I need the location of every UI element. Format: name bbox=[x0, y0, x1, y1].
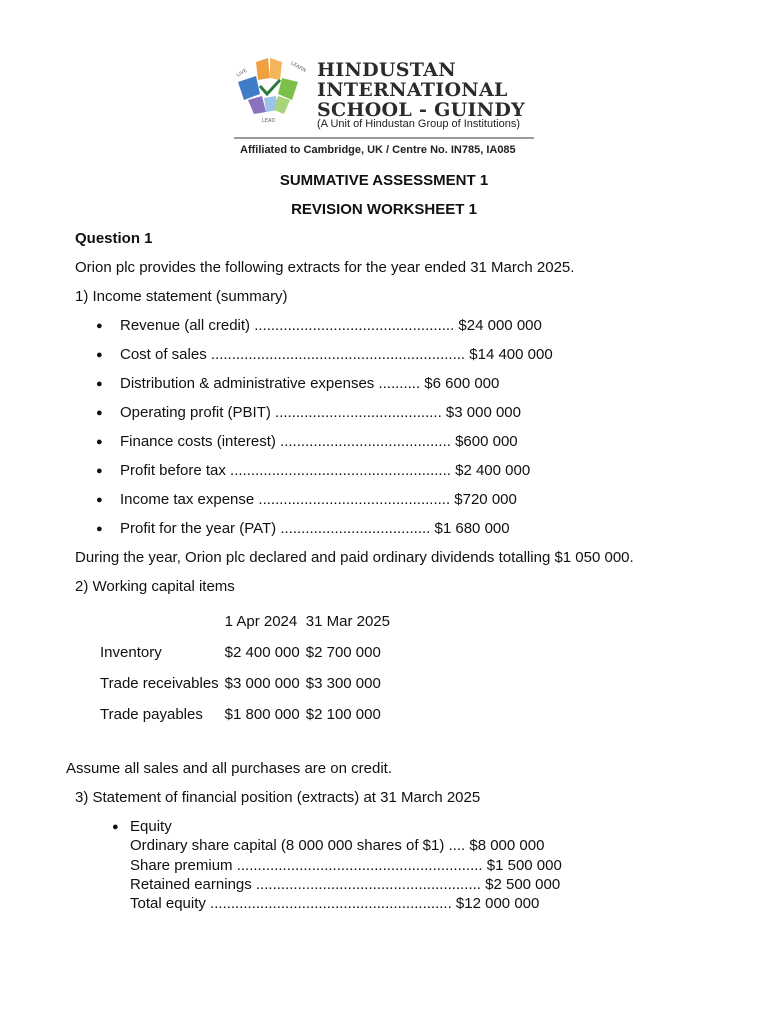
list-item: Cost of sales ............................................................. $14 400 000 bbox=[120, 346, 553, 363]
list-item: Revenue (all credit) ................................................ $24 000 000 bbox=[120, 317, 542, 334]
emblem-orange-tile-2 bbox=[270, 58, 282, 80]
section2-heading: 2) Working capital items bbox=[75, 578, 235, 595]
table-cell: Trade payables bbox=[100, 706, 203, 723]
list-item: Share premium ........................................................... $1 500 000 bbox=[130, 857, 562, 874]
table-header-cell bbox=[97, 606, 222, 637]
table-cell: $3 300 000 bbox=[305, 675, 381, 692]
table-cell: $3 000 000 bbox=[224, 675, 300, 692]
dividends-note: During the year, Orion plc declared and paid ordinary dividends totalling $1 050 000. bbox=[75, 549, 634, 566]
list-item: Retained earnings ...................................................... $2 500 000 bbox=[130, 876, 561, 893]
list-item: Distribution & administrative expenses .......... $6 600 000 bbox=[120, 375, 500, 392]
bullet-icon: ● bbox=[96, 378, 103, 390]
section1-heading: 1) Income statement (summary) bbox=[75, 288, 288, 305]
list-item: Finance costs (interest) ......................................... $600 000 bbox=[120, 433, 518, 450]
document-subtitle: REVISION WORKSHEET 1 bbox=[291, 201, 477, 218]
logo-word-live: LIVE bbox=[235, 67, 249, 79]
table-header-row bbox=[97, 606, 393, 637]
working-capital-table bbox=[97, 606, 393, 730]
table-cell: $2 100 000 bbox=[305, 706, 381, 723]
school-name-line1: HINDUSTAN bbox=[317, 59, 456, 81]
list-item: Profit for the year (PAT) .................................... $1 680 000 bbox=[120, 520, 510, 537]
emblem-green-tile bbox=[278, 78, 298, 100]
bullet-icon: ● bbox=[96, 494, 103, 506]
section3-heading: 3) Statement of financial position (extracts) at 31 March 2025 bbox=[75, 789, 481, 806]
list-item: Income tax expense .............................................. $720 000 bbox=[120, 491, 517, 508]
bullet-icon: ● bbox=[112, 821, 119, 833]
list-item: Profit before tax ..................................................... $2 400 000 bbox=[120, 462, 531, 479]
list-item: Ordinary share capital (8 000 000 shares of $1) .... $8 000 000 bbox=[130, 837, 545, 854]
table-row bbox=[97, 668, 393, 699]
document-title: SUMMATIVE ASSESSMENT 1 bbox=[279, 172, 489, 189]
intro-paragraph: Orion plc provides the following extracts for the year ended 31 March 2025. bbox=[75, 259, 575, 276]
school-emblem-icon bbox=[234, 56, 314, 126]
school-name-line3: SCHOOL - GUINDY bbox=[317, 99, 525, 121]
school-name-line2: INTERNATIONAL bbox=[317, 79, 508, 101]
table-cell: $1 800 000 bbox=[224, 706, 300, 723]
bullet-icon: ● bbox=[96, 320, 103, 332]
table-cell: Inventory bbox=[100, 644, 162, 661]
emblem-lightgreen-tile bbox=[274, 96, 290, 114]
unit-line: (A Unit of Hindustan Group of Institutions) bbox=[317, 118, 520, 130]
equity-heading: Equity bbox=[130, 818, 172, 835]
school-name bbox=[317, 60, 525, 120]
list-item: Operating profit (PBIT) ........................................ $3 000 000 bbox=[120, 404, 521, 421]
table-cell: Trade receivables bbox=[100, 675, 219, 692]
logo-word-lead: LEAD bbox=[262, 118, 276, 124]
table-cell: $2 400 000 bbox=[224, 644, 300, 661]
emblem-blue-tile bbox=[238, 76, 260, 100]
table-cell: $2 700 000 bbox=[305, 644, 381, 661]
emblem-orange-tile bbox=[256, 58, 270, 80]
bullet-icon: ● bbox=[96, 465, 103, 477]
question-heading: Question 1 bbox=[75, 230, 153, 247]
header-divider bbox=[234, 137, 534, 139]
logo-word-learn: LEARN bbox=[289, 60, 307, 75]
bullet-icon: ● bbox=[96, 523, 103, 535]
affiliation-line: Affiliated to Cambridge, UK / Centre No. IN785, IA085 bbox=[240, 144, 516, 156]
credit-note: Assume all sales and all purchases are on credit. bbox=[66, 760, 393, 777]
bullet-icon: ● bbox=[96, 436, 103, 448]
list-item: Total equity .......................................................... $12 000 000 bbox=[130, 895, 540, 912]
table-header-cell: 31 Mar 2025 bbox=[305, 613, 390, 630]
table-row bbox=[97, 699, 393, 730]
bullet-icon: ● bbox=[96, 349, 103, 361]
table-header-cell: 1 Apr 2024 bbox=[224, 613, 298, 630]
table-row bbox=[97, 637, 393, 668]
emblem-purple-tile bbox=[248, 96, 266, 114]
bullet-icon: ● bbox=[96, 407, 103, 419]
emblem-check-mark bbox=[260, 80, 280, 94]
